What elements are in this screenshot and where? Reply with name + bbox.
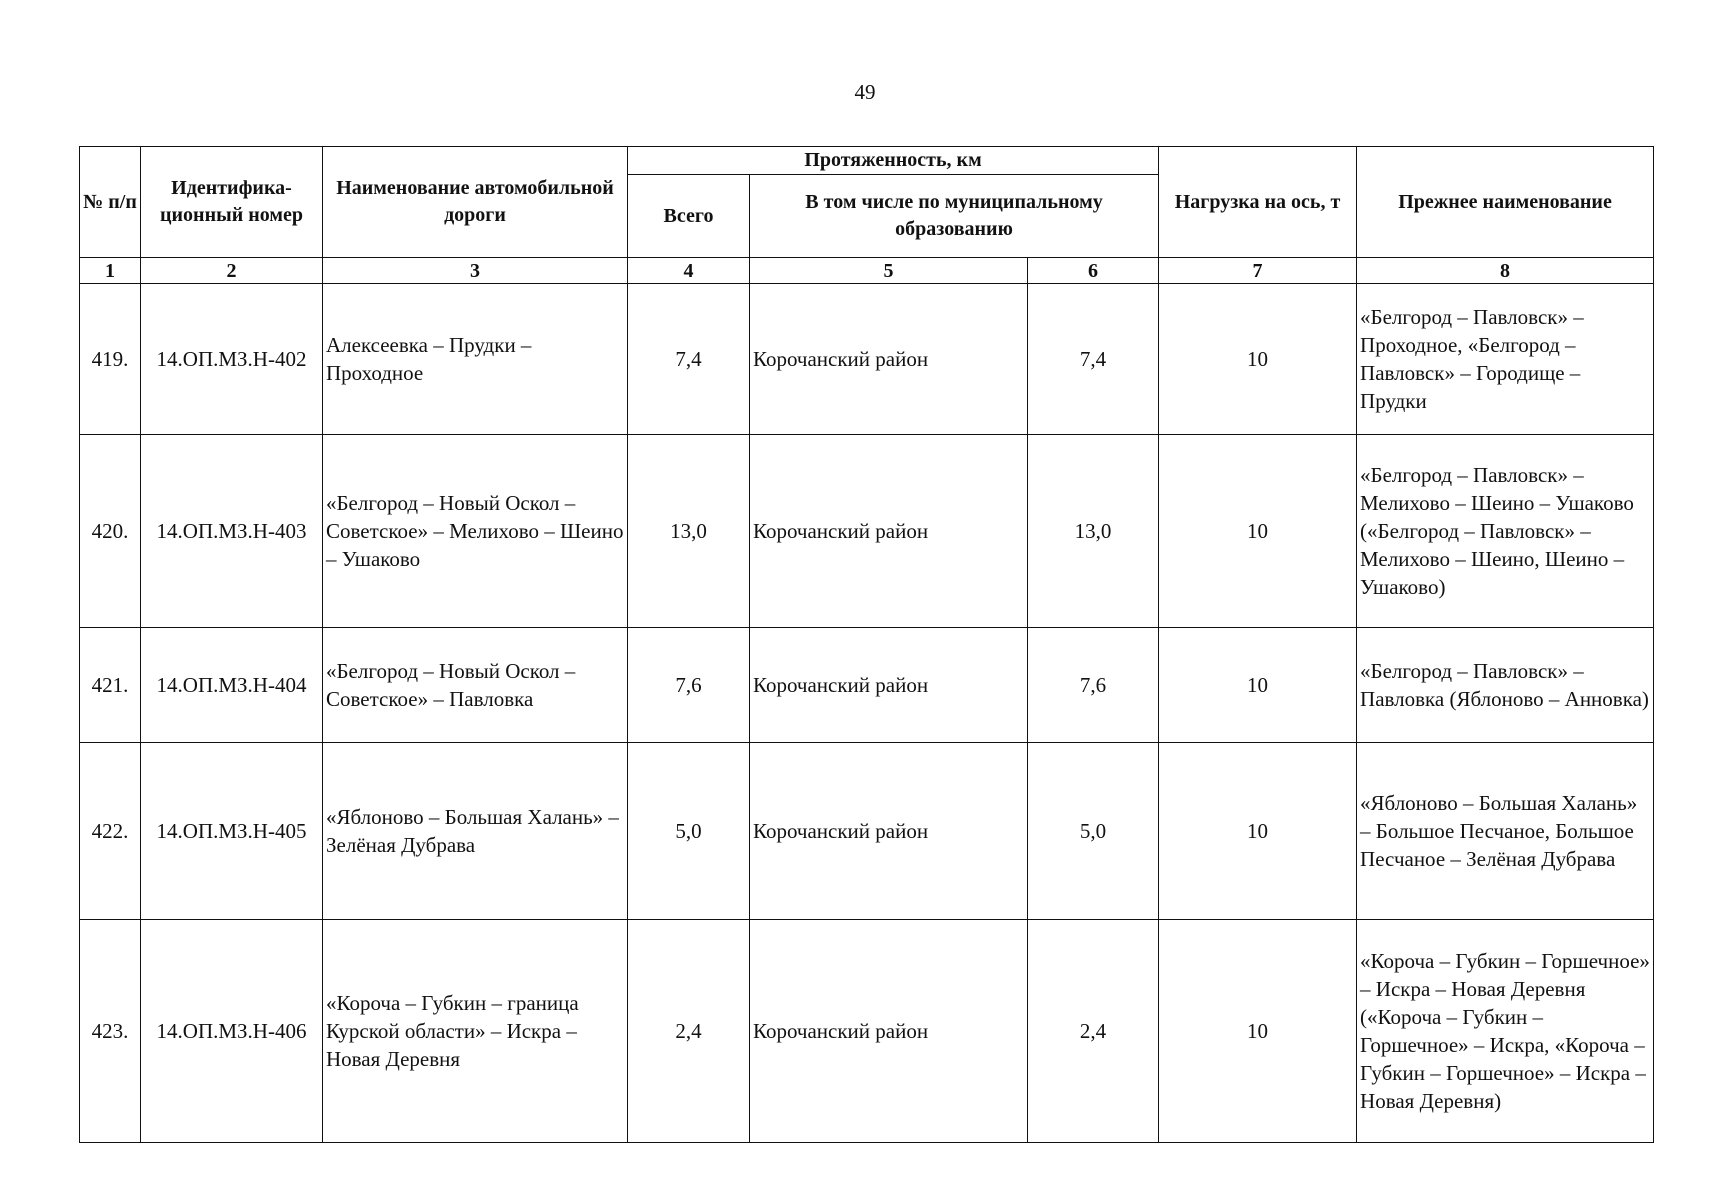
- axle-load: 10: [1159, 435, 1357, 628]
- header-incl: В том числе по муниципальному образованию: [750, 175, 1159, 258]
- column-number: 7: [1159, 258, 1357, 284]
- district-length: 13,0: [1028, 435, 1159, 628]
- former-name: «Белгород – Павловск» – Павловка (Яблоново – Анновка): [1357, 628, 1654, 743]
- table-row: [80, 284, 1654, 435]
- row-number: 423.: [80, 920, 141, 1143]
- column-number: 8: [1357, 258, 1654, 284]
- district-name: Корочанский район: [750, 284, 1028, 435]
- former-name: «Короча – Губкин – Горшечное» – Искра – Новая Деревня («Короча – Губкин – Горшечное» – Искра, «Короча – Губкин – Горшечное» – Искра – Новая Деревня): [1357, 920, 1654, 1143]
- road-name: «Яблоново – Большая Халань» – Зелёная Дубрава: [323, 743, 628, 920]
- length-total: 13,0: [628, 435, 750, 628]
- former-name: «Белгород – Павловск» – Проходное, «Белгород – Павловск» – Городище – Прудки: [1357, 284, 1654, 435]
- column-number: 2: [141, 258, 323, 284]
- district-length: 5,0: [1028, 743, 1159, 920]
- road-id: 14.ОП.МЗ.Н-403: [141, 435, 323, 628]
- page-number: 49: [854, 80, 876, 104]
- district-name: Корочанский район: [750, 743, 1028, 920]
- length-total: 5,0: [628, 743, 750, 920]
- length-total: 7,4: [628, 284, 750, 435]
- axle-load: 10: [1159, 628, 1357, 743]
- road-id: 14.ОП.МЗ.Н-405: [141, 743, 323, 920]
- table-row: [80, 628, 1654, 743]
- district-name: Корочанский район: [750, 920, 1028, 1143]
- column-number: 6: [1028, 258, 1159, 284]
- axle-load: 10: [1159, 920, 1357, 1143]
- roads-table: [79, 146, 1654, 1143]
- column-number: 3: [323, 258, 628, 284]
- table-row: [80, 743, 1654, 920]
- length-total: 7,6: [628, 628, 750, 743]
- table-row: [80, 435, 1654, 628]
- road-id: 14.ОП.МЗ.Н-406: [141, 920, 323, 1143]
- district-length: 7,4: [1028, 284, 1159, 435]
- former-name: «Яблоново – Большая Халань» – Большое Песчаное, Большое Песчаное – Зелёная Дубрава: [1357, 743, 1654, 920]
- district-length: 2,4: [1028, 920, 1159, 1143]
- district-length: 7,6: [1028, 628, 1159, 743]
- header-num: № п/п: [80, 147, 141, 258]
- row-number: 422.: [80, 743, 141, 920]
- header-length-group: Протяженность, км: [628, 147, 1159, 175]
- district-name: Корочанский район: [750, 435, 1028, 628]
- road-name: «Белгород – Новый Оскол – Советское» – Павловка: [323, 628, 628, 743]
- district-name: Корочанский район: [750, 628, 1028, 743]
- road-name: «Короча – Губкин – граница Курской области» – Искра – Новая Деревня: [323, 920, 628, 1143]
- table-row: [80, 920, 1654, 1143]
- column-number: 4: [628, 258, 750, 284]
- row-number: 421.: [80, 628, 141, 743]
- header-former: Прежнее наименование: [1357, 147, 1654, 258]
- road-id: 14.ОП.МЗ.Н-402: [141, 284, 323, 435]
- header-total: Всего: [628, 175, 750, 258]
- road-name: Алексеевка – Прудки – Проходное: [323, 284, 628, 435]
- length-total: 2,4: [628, 920, 750, 1143]
- column-number: 1: [80, 258, 141, 284]
- road-id: 14.ОП.МЗ.Н-404: [141, 628, 323, 743]
- column-number: 5: [750, 258, 1028, 284]
- header-name: Наименование автомобильной дороги: [323, 147, 628, 258]
- row-number: 419.: [80, 284, 141, 435]
- axle-load: 10: [1159, 284, 1357, 435]
- former-name: «Белгород – Павловск» – Мелихово – Шеино – Ушаково («Белгород – Павловск» – Мелихово – Шеино, Шеино – Ушаково): [1357, 435, 1654, 628]
- road-name: «Белгород – Новый Оскол – Советское» – Мелихово – Шеино – Ушаково: [323, 435, 628, 628]
- row-number: 420.: [80, 435, 141, 628]
- header-id: Идентифика-ционный номер: [141, 147, 323, 258]
- header-load: Нагрузка на ось, т: [1159, 147, 1357, 258]
- axle-load: 10: [1159, 743, 1357, 920]
